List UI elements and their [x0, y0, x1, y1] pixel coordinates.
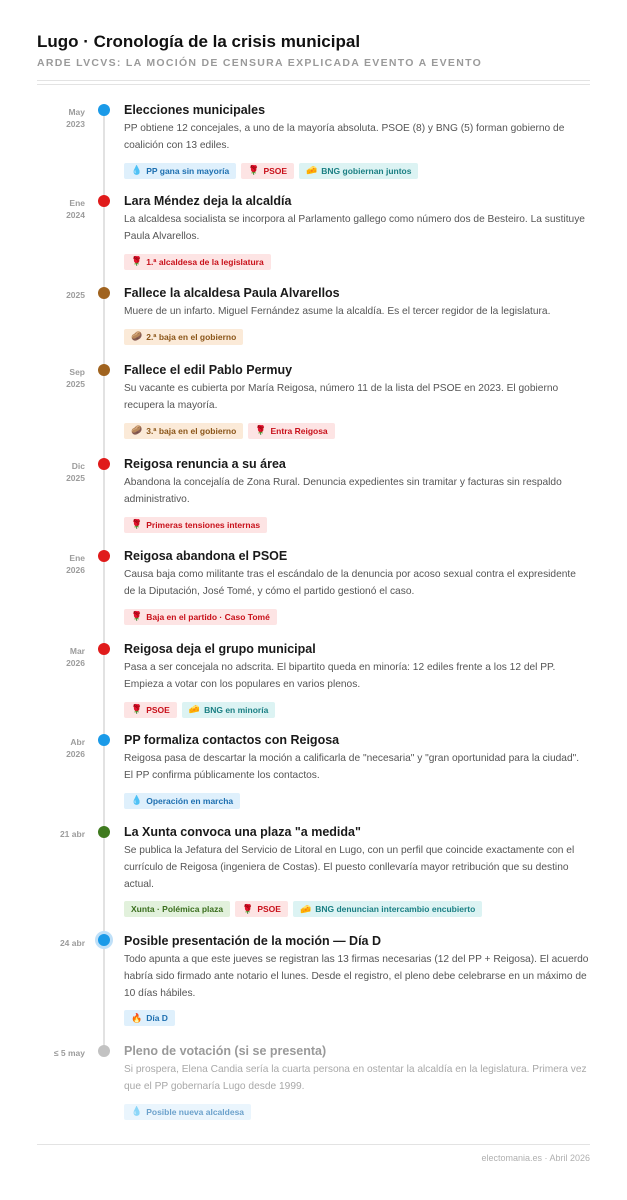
event-tags [124, 901, 590, 917]
event-description: Su vacante es cubierta por María Reigosa, número 11 de la lista del PSOE en 2023. El gobierno recupera la mayoría. [124, 383, 559, 411]
event-date [40, 645, 85, 669]
event-title: La Xunta convoca una plaza "a medida" [124, 825, 361, 839]
event-title: Elecciones municipales [124, 103, 266, 117]
event-tag [299, 163, 418, 179]
event-date [40, 937, 85, 949]
event-date-line1: ≤ 5 may [53, 1048, 85, 1058]
event-tag-label: Xunta · Polémica plaza [131, 904, 224, 915]
event-tags [124, 1104, 590, 1120]
rose-icon: 🌹 [131, 704, 143, 715]
event-description: Pasa a ser concejala no adscrita. El bipartito queda en minoría: 12 ediles frente a los 12 del PP. Empieza a votar con los populares en varios plenos. [124, 662, 556, 690]
event-date [40, 106, 85, 130]
event-tag [124, 254, 271, 270]
event-description: Causa baja como militante tras el escándalo de la denuncia por acoso sexual contra el expresidente de la Diputación, José Tomé, y cómo el partido gestionó el caso. [124, 569, 576, 597]
event-date [40, 1047, 85, 1059]
event-date-line1: Abr [70, 737, 85, 747]
event-content [124, 1042, 590, 1120]
timeline-dot [98, 643, 110, 655]
event-description: La alcaldesa socialista se incorpora al Parlamento gallego como número dos de Besteiro. La sustituye Paula Alvarellos. [124, 214, 585, 242]
event-tag [124, 793, 240, 809]
event-date-line1: Ene [69, 198, 85, 208]
event-date [40, 197, 85, 221]
event-date [40, 460, 85, 484]
event-tag [124, 423, 243, 439]
event-tag-label: Entra Reigosa [270, 425, 328, 436]
event-description: Abandona la concejalía de Zona Rural. Denuncia expedientes sin tramitar y facturas sin respaldo administrativo. [124, 477, 562, 505]
rose-icon: 🌹 [131, 611, 143, 622]
event-date-line2: 2026 [66, 749, 85, 759]
event-date-line1: 21 abr [59, 829, 85, 839]
event-date [40, 366, 85, 390]
timeline-dot [98, 458, 110, 470]
event-tag-label: 1.ª alcaldesa de la legislatura [146, 256, 264, 267]
event-tag [235, 901, 288, 917]
event-tag-label: Operación en marcha [146, 795, 234, 806]
event-tag [124, 609, 277, 625]
event-tag [124, 163, 236, 179]
event-description: PP obtiene 12 concejales, a uno de la mayoría absoluta. PSOE (8) y BNG (5) forman gobierno de coalición con 13 ediles. [124, 123, 565, 151]
rose-icon: 🌹 [131, 256, 143, 267]
cheese-icon: 🧀 [306, 165, 318, 176]
fire-icon: 🔥 [131, 1012, 143, 1023]
event-date-line2: 2026 [66, 565, 85, 575]
event-tags [124, 793, 590, 809]
event-title: Reigosa deja el grupo municipal [124, 642, 316, 656]
event-tags [124, 254, 590, 270]
event-tag [241, 163, 294, 179]
event-tags [124, 702, 590, 718]
event-description: Si prospera, Elena Candia sería la cuarta persona en ostentar la alcaldía en la legislatura. Primera vez que el PP gobernaría Lugo desde 1999. [124, 1064, 587, 1092]
event-tag-label: Posible nueva alcaldesa [146, 1106, 245, 1117]
page-header [37, 32, 590, 69]
event-tag-label: PP gana sin mayoría [146, 165, 230, 176]
water-drop-icon: 💧 [131, 795, 143, 806]
event-description: Todo apunta a que este jueves se registran las 13 firmas necesarias (12 del PP + Reigosa). El acuerdo habría sido firmado ante notario el lunes. Desde el registro, el pleno debe celebrarse en un máximo de 10 días hábiles. [124, 954, 589, 999]
event-tag-label: Día D [146, 1013, 168, 1024]
event-content [124, 101, 590, 179]
event-tag-label: 3.ª baja en el gobierno [146, 425, 237, 436]
event-date-line2: 2024 [66, 210, 85, 220]
event-tag [124, 1104, 251, 1120]
event-tag-label: 2.ª baja en el gobierno [146, 331, 237, 342]
event-date [40, 828, 85, 840]
event-content [124, 731, 590, 809]
header-divider-secondary [37, 84, 590, 85]
event-date [40, 552, 85, 576]
rose-icon: 🌹 [131, 519, 143, 530]
event-content [124, 547, 590, 625]
rose-icon: 🌹 [248, 165, 260, 176]
event-description: Se publica la Jefatura del Servicio de Litoral en Lugo, con un perfil que coincide exactamente con el currículo de Reigosa (ingeniera de Costas). El puesto conllevaría mayor retribución que su destino actual. [124, 845, 575, 890]
timeline-axis-line [103, 110, 105, 1054]
event-tag-label: PSOE [257, 904, 281, 915]
timeline-dot [98, 287, 110, 299]
event-tag [124, 517, 267, 533]
cheese-icon: 🧀 [188, 704, 201, 715]
event-tag [293, 901, 482, 917]
event-title: Lara Méndez deja la alcaldía [124, 194, 292, 208]
event-tag [124, 702, 177, 718]
event-tag-label: BNG en minoría [204, 704, 269, 715]
event-description: Muere de un infarto. Miguel Fernández asume la alcaldía. Es el tercer regidor de la legislatura. [124, 306, 551, 317]
timeline-dot [98, 550, 110, 562]
event-tag-label: Primeras tensiones internas [146, 519, 261, 530]
event-title: Reigosa abandona el PSOE [124, 549, 288, 563]
event-date-line2: 2023 [66, 119, 85, 129]
event-date-line1: Mar [69, 646, 85, 656]
event-title: Reigosa renuncia a su área [124, 457, 286, 471]
event-tag [248, 423, 334, 439]
footer-credit: electomania.es · Abril 2026 [481, 1153, 590, 1163]
timeline-dot [98, 826, 110, 838]
event-content [124, 640, 590, 718]
event-date-line1: 24 abr [59, 938, 85, 948]
event-content [124, 284, 590, 345]
event-title: Posible presentación de la moción — Día D [124, 934, 382, 948]
timeline-dot [98, 734, 110, 746]
header-divider [37, 80, 590, 81]
event-tag-label: BNG denuncian intercambio encubierto [315, 904, 476, 915]
timeline-dot [98, 364, 110, 376]
event-tag-label: PSOE [263, 165, 288, 176]
event-tag-label: PSOE [146, 704, 170, 715]
event-date-line2: 2025 [66, 473, 85, 483]
water-drop-icon: 💧 [131, 165, 143, 176]
water-drop-icon: 💧 [131, 1106, 143, 1117]
event-title: PP formaliza contactos con Reigosa [124, 733, 340, 747]
page-subtitle: ARDE LVCVS: LA MOCIÓN DE CENSURA EXPLICADA EVENTO A EVENTO [37, 57, 483, 69]
rose-icon: 🌹 [255, 425, 267, 436]
event-date-line1: Sep [69, 367, 85, 377]
footer-divider [37, 1144, 590, 1145]
event-tag [124, 329, 243, 345]
event-title: Pleno de votación (si se presenta) [124, 1044, 327, 1058]
event-tags [124, 423, 590, 439]
event-content [124, 361, 590, 439]
event-date-line1: Ene [69, 553, 85, 563]
rose-icon: 🌹 [242, 903, 254, 914]
event-date-line1: 2025 [66, 290, 85, 300]
event-title: Fallece el edil Pablo Permuy [124, 363, 293, 377]
event-tags [124, 609, 590, 625]
event-tag [124, 901, 230, 917]
event-date-line2: 2025 [66, 379, 85, 389]
event-content [124, 932, 590, 1026]
cheese-icon: 🧀 [299, 903, 312, 914]
event-tag [124, 1010, 175, 1026]
timeline-dot [98, 195, 110, 207]
event-tags [124, 517, 590, 533]
event-tag-label: Baja en el partido · Caso Tomé [146, 611, 270, 622]
timeline-dot [95, 931, 113, 949]
potato-icon: 🥔 [131, 331, 143, 342]
page-title: Lugo · Cronología de la crisis municipal [37, 32, 361, 51]
event-title: Fallece la alcaldesa Paula Alvarellos [124, 286, 340, 300]
event-date [40, 289, 85, 301]
event-tag [182, 702, 275, 718]
event-date-line2: 2026 [66, 658, 85, 668]
event-description: Reigosa pasa de descartar la moción a calificarla de "necesaria" y "gran oportunidad para la ciudad". El PP confirma públicamente los contactos. [124, 753, 580, 781]
timeline-dot [98, 1045, 110, 1057]
event-content [124, 192, 590, 270]
event-tags [124, 329, 590, 345]
event-date-line1: May [68, 107, 85, 117]
event-content [124, 823, 590, 917]
potato-icon: 🥔 [131, 425, 143, 436]
event-date [40, 736, 85, 760]
event-tags [124, 1010, 590, 1026]
event-tags [124, 163, 590, 179]
event-tag-label: BNG gobiernan juntos [321, 165, 412, 176]
event-content [124, 455, 590, 533]
timeline-dot [98, 104, 110, 116]
event-date-line1: Dic [71, 461, 85, 471]
